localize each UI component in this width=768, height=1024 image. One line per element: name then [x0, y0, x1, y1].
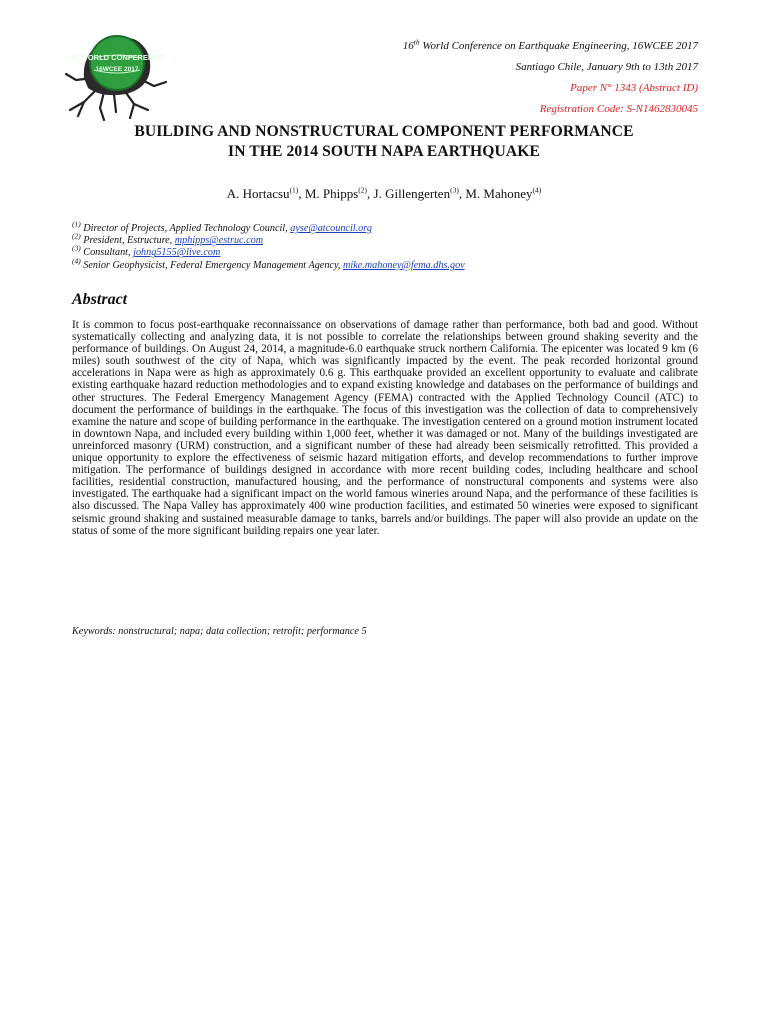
conference-logo [64, 18, 168, 122]
conference-dates: Santiago Chile, January 9th to 13th 2017 [515, 61, 698, 73]
author: J. Gillengerten$^{(3)}$, [373, 185, 466, 201]
abstract-body: It is common to focus post-earthquake reconnaissance on observations of damage rather than performance, both bad and good. Without systematically collecting and analyzing data, it is not possible to correlate the relationships between ground shaking severity and the performance of buildings. On August 24, 2014, a magnitude-6.0 earthquake struck northern California. The epicenter was located 9 km (6 miles) south southwest of the city of Napa, which was significantly impacted by the event. The peak recorded horizontal ground accelerations in Napa were as high as approximately 0.6 g. This earthquake provided an excellent opportunity to evaluate and calibrate existing earthquake hazard reduction methodologies and to expand existing knowledge and databases on the performance of buildings and other structures. The Federal Emergency Management Agency (FEMA) contracted with the Applied Technology Council (ATC) to document the performance of buildings in the earthquake. The focus of this investigation was the collection of data to comprehensively examine the nature and scope of building performance in the earthquake. The investigation centered on a ground motion instrument located in downtown Napa, and included every building within 1,000 feet, whether it was damaged or not. Many of the buildings investigated are unreinforced masonry (URM) construction, and a significant number of these had already been seismically retrofitted. This provided a unique opportunity to explore the effectiveness of seismic hazard mitigation efforts, and develop recommendations to further improve mitigation. The performance of buildings designed in accordance with more recent building codes, including healthcare and school facilities, residential construction, manufactured housing, and the performance of nonstructural components and systems were also investigated. The earthquake had a significant impact on the world famous wineries around Napa, and the performance of these facilities is also discussed. The Napa Valley has approximately 400 wine production facilities, and estimated 50 wineries were exposed to significant seismic ground shaking and sustained measurable damage to tanks, barrels and/or buildings. The paper will also provide an update on the status of some of the more significant building repairs one year later. [72, 319, 698, 537]
conference-header [278, 36, 698, 120]
author-list [60, 186, 708, 202]
paper-number: Paper N° 1343 (Abstract ID) [570, 82, 698, 94]
title-line-1: BUILDING AND NONSTRUCTURAL COMPONENT PERFORMANCE [134, 123, 634, 140]
title-line-2: IN THE 2014 SOUTH NAPA EARTHQUAKE [228, 143, 540, 160]
email-link[interactable]: johng5155@live.com [133, 247, 221, 259]
abstract-heading: Abstract [72, 291, 128, 308]
affiliation: $^{(2)}$ President, Estructure, mphipps@estruc.com [72, 231, 264, 247]
logo-text-bottom: 16WCEE 2017 [95, 66, 139, 73]
author: M. Phipps$^{(2)}$, [304, 185, 374, 201]
registration-code: Registration Code: S-N1462830045 [539, 103, 698, 115]
paper-title [60, 122, 708, 162]
affiliation: $^{(4)}$ Senior Geophysicist, Federal Emergency Management Agency, mike.mahoney@fema.dhs.gov [72, 256, 465, 271]
affiliation: $^{(3)}$ Consultant, johng5155@live.com [72, 244, 221, 259]
conference-name: 16th World Conference on Earthquake Engineering, 16WCEE 2017 [402, 37, 698, 52]
email-link[interactable]: ayse@atcouncil.org [290, 223, 372, 234]
affiliations [72, 219, 702, 272]
email-link[interactable]: mphipps@estruc.com [174, 235, 264, 247]
author: A. Hortacsu$^{(1)}$, [226, 185, 305, 201]
affiliation: $^{(1)}$ Director of Projects, Applied Technology Council, ayse@atcouncil.org [72, 219, 372, 234]
email-link[interactable]: mike.mahoney@fema.dhs.gov [343, 259, 465, 271]
logo-text-top: 16 WORLD CONFERENCE [70, 53, 164, 62]
author: M. Mahoney$^{(4)}$ [465, 185, 542, 201]
keywords: Keywords: nonstructural; napa; data collection; retrofit; performance 5 [72, 626, 367, 637]
